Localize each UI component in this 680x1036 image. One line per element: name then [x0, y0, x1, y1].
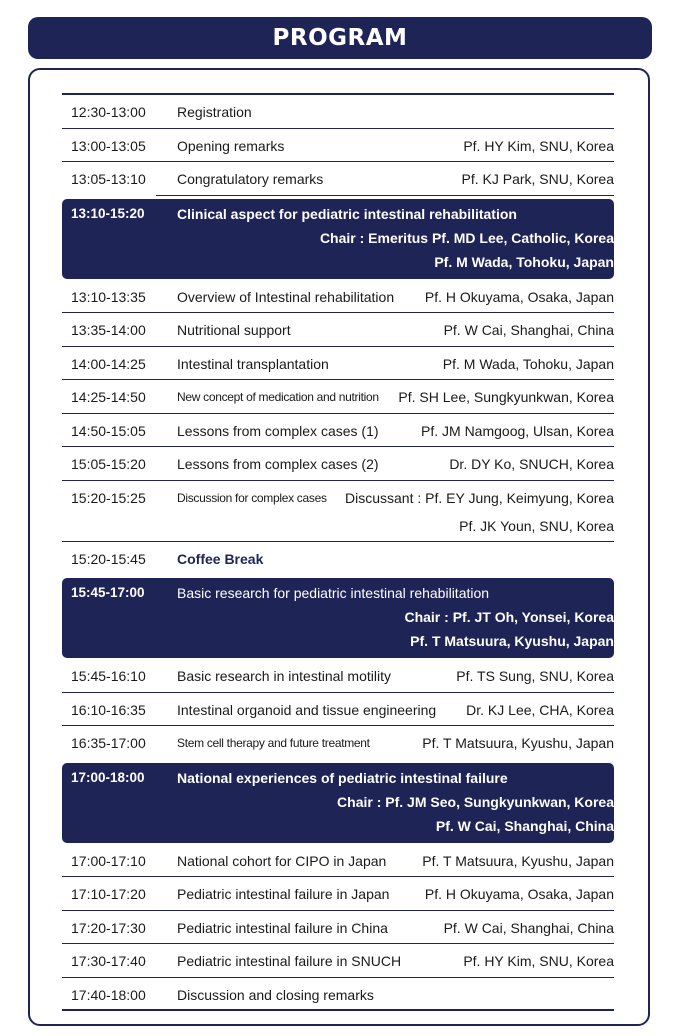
- session-cochair: Pf. T Matsuura, Kyushu, Japan: [410, 633, 614, 649]
- row-time: 17:40-18:00: [71, 986, 146, 1003]
- schedule-row-congratulatory: [62, 162, 614, 196]
- row-time: 13:35-14:00: [71, 322, 146, 338]
- row-title: Intestinal transplantation: [177, 355, 329, 372]
- row-title: Congratulatory remarks: [177, 171, 324, 187]
- session-chair: Chair : Pf. JT Oh, Yonsei, Korea: [404, 609, 614, 625]
- row-time: 14:00-14:25: [71, 355, 146, 372]
- session-header-basic-research: [62, 578, 614, 658]
- row-time: 15:20-15:45: [71, 550, 146, 567]
- session-title: Clinical aspect for pediatric intestinal rehabilitation: [177, 205, 517, 222]
- schedule-row-registration: [62, 95, 614, 129]
- row-speaker: Pf. KJ Park, SNU, Korea: [461, 171, 614, 187]
- row-speaker: Dr. DY Ko, SNUCH, Korea: [449, 456, 614, 472]
- row-time: 13:10-13:35: [71, 288, 146, 305]
- row-title: Coffee Break: [177, 550, 264, 567]
- row-title: Overview of Intestinal rehabilitation: [177, 288, 395, 305]
- schedule-row: [62, 280, 614, 314]
- row-title: Pediatric intestinal failure in China: [177, 919, 388, 936]
- program-header: [28, 17, 652, 59]
- row-speaker: Pf. HY Kim, SNU, Korea: [463, 137, 614, 154]
- row-time: 16:35-17:00: [71, 735, 146, 751]
- session-cochair: Pf. W Cai, Shanghai, China: [435, 817, 614, 834]
- row-title: New concept of medication and nutrition: [177, 390, 379, 404]
- row-speaker: Pf. T Matsuura, Kyushu, Japan: [422, 852, 614, 869]
- row-time: 13:00-13:05: [71, 137, 146, 154]
- schedule-row: [62, 844, 614, 878]
- row-speaker: Pf. HY Kim, SNU, Korea: [463, 953, 614, 969]
- schedule-row: [62, 911, 614, 945]
- schedule-row-closing: [62, 978, 614, 1012]
- session-time: 15:45-17:00: [71, 585, 145, 600]
- row-rule: [156, 195, 614, 196]
- row-time: 16:10-16:35: [71, 701, 146, 718]
- schedule-row: [62, 414, 614, 448]
- schedule-row: [62, 944, 614, 978]
- row-speaker: Pf. TS Sung, SNU, Korea: [456, 668, 614, 684]
- row-title: Intestinal organoid and tissue engineering: [177, 701, 437, 718]
- row-rule: [156, 1009, 614, 1011]
- row-speaker: Pf. W Cai, Shanghai, China: [443, 919, 614, 936]
- row-time: 12:30-13:00: [71, 104, 146, 120]
- row-time: 17:10-17:20: [71, 886, 146, 902]
- schedule-row: [62, 447, 614, 481]
- session-chair: Chair : Pf. JM Seo, Sungkyunkwan, Korea: [337, 793, 614, 810]
- row-title: Nutritional support: [177, 322, 291, 338]
- schedule-row: [62, 659, 614, 693]
- row-speaker: Pf. M Wada, Tohoku, Japan: [442, 355, 614, 372]
- session-chair: Chair : Emeritus Pf. MD Lee, Catholic, Korea: [319, 229, 614, 246]
- session-title: National experiences of pediatric intestinal failure: [177, 769, 508, 786]
- schedule-row: [62, 313, 614, 347]
- session-header-clinical: [62, 199, 614, 279]
- schedule-row-opening: [62, 129, 614, 163]
- row-time: 17:00-17:10: [71, 852, 146, 869]
- session-header-national: [62, 763, 614, 843]
- session-title: Basic research for pediatric intestinal rehabilitation: [177, 585, 490, 601]
- row-title: Basic research in intestinal motility: [177, 668, 391, 684]
- row-speaker: Dr. KJ Lee, CHA, Korea: [466, 701, 614, 718]
- schedule-row: [62, 347, 614, 381]
- schedule-row: [62, 693, 614, 727]
- row-time: 14:50-15:05: [71, 422, 146, 439]
- program-title: PROGRAM: [272, 25, 408, 51]
- schedule-row-discussion: [62, 481, 614, 542]
- schedule-table: [62, 93, 614, 1011]
- row-speaker: Pf. JM Namgoog, Ulsan, Korea: [421, 422, 614, 439]
- row-title: Opening remarks: [177, 137, 285, 154]
- row-title: Registration: [177, 104, 252, 120]
- row-speaker: Pf. W Cai, Shanghai, China: [443, 322, 614, 338]
- row-speaker: Pf. T Matsuura, Kyushu, Japan: [422, 735, 614, 751]
- row-title: National cohort for CIPO in Japan: [177, 852, 387, 869]
- row-speaker: Pf. SH Lee, Sungkyunkwan, Korea: [398, 389, 614, 405]
- row-time: 14:25-14:50: [71, 389, 146, 405]
- row-title: Discussion for complex cases: [177, 490, 327, 505]
- row-time: 13:05-13:10: [71, 171, 146, 187]
- row-time: 15:20-15:25: [71, 489, 146, 506]
- row-speaker-secondary: Pf. JK Youn, SNU, Korea: [459, 517, 614, 534]
- session-cochair: Pf. M Wada, Tohoku, Japan: [434, 253, 614, 270]
- row-speaker: Pf. H Okuyama, Osaka, Japan: [424, 288, 614, 305]
- row-time: 17:20-17:30: [71, 919, 146, 936]
- row-title: Lessons from complex cases (1): [177, 422, 379, 439]
- schedule-row: [62, 877, 614, 911]
- schedule-row-coffee-break: [62, 542, 614, 576]
- row-title: Lessons from complex cases (2): [177, 456, 379, 472]
- schedule-row: [62, 726, 614, 760]
- row-speaker: Discussant : Pf. EY Jung, Keimyung, Korea: [345, 489, 614, 506]
- row-time: 15:45-16:10: [71, 668, 146, 684]
- row-title: Stem cell therapy and future treatment: [177, 736, 370, 750]
- row-time: 17:30-17:40: [71, 953, 146, 969]
- row-title: Pediatric intestinal failure in Japan: [177, 886, 390, 902]
- row-speaker: Pf. H Okuyama, Osaka, Japan: [424, 886, 614, 902]
- row-rule: [62, 1009, 156, 1011]
- session-time: 17:00-18:00: [71, 769, 145, 785]
- row-time: 15:05-15:20: [71, 456, 146, 472]
- session-time: 13:10-15:20: [71, 205, 145, 221]
- schedule-row: [62, 380, 614, 414]
- row-title: Discussion and closing remarks: [177, 986, 374, 1003]
- row-title: Pediatric intestinal failure in SNUCH: [177, 953, 402, 969]
